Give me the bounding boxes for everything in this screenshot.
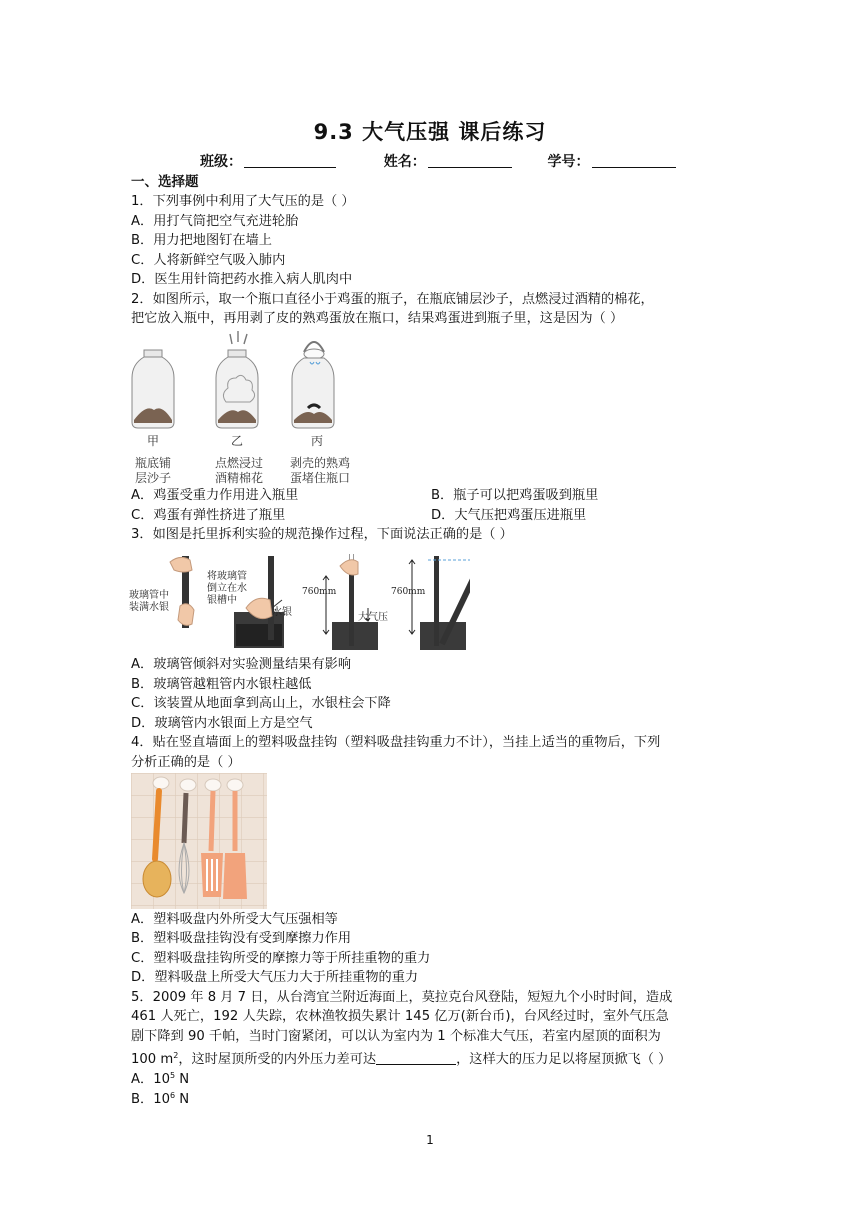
bottle-jia-icon — [132, 350, 174, 428]
fig-caption-jia-line2: 层沙子 — [134, 471, 171, 485]
suction-hooks-photo — [131, 773, 267, 909]
q4-option-a: A．塑料吸盘内外所受大气压强相等 — [131, 912, 338, 927]
q2-option-a: A．鸡蛋受重力作用进入瓶里 — [131, 488, 299, 503]
q1-option-b: B．用力把地图钉在墙上 — [131, 233, 272, 248]
fig-label-jia: 甲 — [146, 434, 159, 448]
q5-line4-tail: ，这样大的压力足以将屋顶掀飞（ ） — [456, 1052, 672, 1067]
torricelli-experiment-figure — [130, 546, 470, 654]
q3-fig-text-invert-line1: 将玻璃管 — [207, 571, 247, 582]
tube-tilted-icon — [409, 552, 470, 650]
q3-fig-text-invert — [207, 571, 247, 607]
q5-line4-text: ，这时屋顶所受的内外压力差可达 — [178, 1052, 377, 1067]
q3-fig-text-pressure: 大气压 — [358, 612, 388, 623]
q5-line4 — [131, 1046, 671, 1070]
id-label: 学号： — [547, 154, 590, 170]
bottle-experiment-figure — [126, 330, 366, 434]
q3-option-d: D．玻璃管内水银面上方是空气 — [131, 716, 313, 731]
class-label: 班级： — [200, 154, 242, 170]
fig-caption-jia — [126, 456, 180, 486]
fig-caption-jia-line1: 瓶底铺 — [134, 456, 171, 470]
q2-stem-line2: 把它放入瓶中，再用剥了皮的熟鸡蛋放在瓶口，结果鸡蛋进到瓶子里，这是因为（ ） — [131, 311, 624, 326]
q5-option-a-exponent: 5 — [170, 1071, 176, 1080]
q3-option-a: A．玻璃管倾斜对实验测量结果有影响 — [131, 657, 352, 672]
q3-fig-text-filled-line1: 玻璃管中 — [129, 590, 169, 601]
q5-option-b-unit: N — [175, 1092, 190, 1107]
q1-option-c: C．人将新鲜空气吸入肺内 — [131, 253, 286, 268]
q3-fig-text-invert-line2: 倒立在水 — [207, 583, 247, 594]
q1-stem: 1．下列事例中利用了大气压的是（ ） — [131, 194, 355, 209]
q5-option-a-unit: N — [175, 1072, 190, 1087]
fig-caption-yi-line2: 酒精棉花 — [214, 471, 263, 485]
fig-caption-bing-line1: 剥壳的熟鸡 — [289, 456, 350, 470]
q5-option-b — [131, 1086, 189, 1110]
q2-option-b: B．瓶子可以把鸡蛋吸到瓶里 — [431, 488, 599, 503]
q2-option-d: D．大气压把鸡蛋压进瓶里 — [431, 508, 587, 523]
tube-filling-icon — [170, 556, 194, 628]
fig-label-yi: 乙 — [230, 434, 243, 448]
q3-fig-text-mercury: 水银 — [272, 607, 292, 618]
q5-line2: 461 人死亡，192 人失踪，农林渔牧损失累计 145 亿万(新台币)，台风经过时，室外气压急 — [131, 1009, 669, 1024]
q2-option-c: C．鸡蛋有弹性挤进了瓶里 — [131, 508, 286, 523]
q4-option-d: D．塑料吸盘上所受大气压力大于所挂重物的重力 — [131, 970, 419, 985]
q3-option-b: B．玻璃管越粗管内水银柱越低 — [131, 677, 312, 692]
fig-caption-bing — [282, 456, 358, 486]
q4-stem-line1: 4．贴在竖直墙面上的塑料吸盘挂钩（塑料吸盘挂钩重力不计），当挂上适当的重物后，下列 — [131, 735, 661, 750]
student-info-row — [200, 151, 676, 171]
section-heading: 一、选择题 — [131, 174, 199, 190]
q5-line1: 5．2009 年 8 月 7 日，从台湾宜兰附近海面上，莫拉克台风登陆，短短九个小时时间，造成 — [131, 990, 673, 1005]
fig-caption-yi-line1: 点燃浸过 — [214, 456, 263, 470]
q3-option-c: C．该装置从地面拿到高山上，水银柱会下降 — [131, 696, 391, 711]
q2-stem-line1: 2．如图所示，取一个瓶口直径小于鸡蛋的瓶子，在瓶底铺层沙子，点燃浸过酒精的棉花， — [131, 292, 654, 307]
q5-option-a-base: A．10 — [131, 1072, 170, 1087]
q3-stem: 3．如图是托里拆利实验的规范操作过程，下面说法正确的是（ ） — [131, 527, 513, 542]
q1-option-a: A．用打气筒把空气充进轮胎 — [131, 214, 299, 229]
q4-stem-line2: 分析正确的是（ ） — [131, 755, 241, 770]
fig-label-bing: 丙 — [310, 434, 323, 448]
bottle-yi-icon — [216, 331, 258, 428]
q1-option-d: D．医生用针筒把药水推入病人肌肉中 — [131, 272, 353, 287]
q5-area-exponent: 2 — [173, 1051, 179, 1060]
q3-fig-text-height2: 760mm — [391, 587, 426, 597]
q4-option-b: B．塑料吸盘挂钩没有受到摩擦力作用 — [131, 931, 352, 946]
name-blank — [428, 153, 512, 168]
name-label: 姓名： — [383, 154, 426, 170]
fig-caption-yi — [206, 456, 272, 486]
q5-option-b-exponent: 6 — [170, 1091, 176, 1100]
q5-answer-blank — [376, 1052, 456, 1065]
class-blank — [244, 153, 336, 168]
q5-line3: 剧下降到 90 千帕，当时门窗紧闭，可以认为室内为 1 个标准大气压，若室内屋顶的面积为 — [131, 1029, 661, 1044]
q3-fig-text-filled — [129, 590, 169, 614]
q3-fig-text-invert-line3: 银槽中 — [207, 595, 237, 606]
q3-fig-text-height1: 760mm — [302, 587, 337, 597]
q4-option-c: C．塑料吸盘挂钩所受的摩擦力等于所挂重物的重力 — [131, 951, 431, 966]
page-number: 1 — [426, 1133, 434, 1147]
q5-option-b-base: B．10 — [131, 1092, 171, 1107]
q5-area-value: 100 m — [131, 1052, 174, 1067]
bottle-bing-icon — [292, 342, 334, 428]
page-title: 9.3 大气压强 课后练习 — [313, 120, 547, 144]
tube-upright-icon — [323, 554, 378, 650]
q3-fig-text-filled-line2: 装满水银 — [129, 602, 169, 613]
id-blank — [592, 153, 676, 168]
fig-caption-bing-line2: 蛋堵住瓶口 — [289, 471, 350, 485]
